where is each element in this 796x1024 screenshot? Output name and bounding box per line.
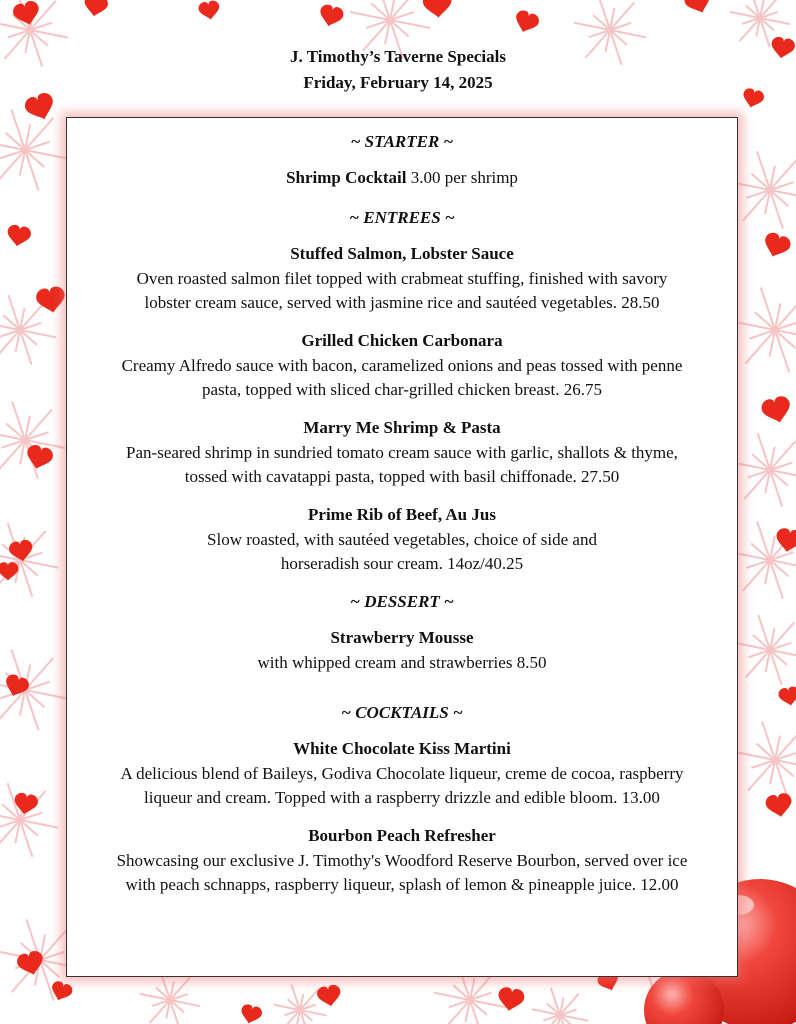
menu-item-bourbon-peach	[67, 824, 737, 897]
heart-icon	[496, 986, 526, 1013]
item-name: Stuffed Salmon, Lobster Sauce	[290, 244, 514, 263]
item-description: Showcasing our exclusive J. Timothy's Woodford Reserve Bourbon, served over ice with peach schnapps, raspberry liqueur, splash of lemon & pineapple juice. 12.00	[116, 851, 688, 894]
heart-icon	[778, 686, 796, 708]
heart-icon	[8, 539, 35, 563]
heart-icon	[239, 1003, 264, 1024]
heart-icon	[512, 8, 541, 35]
starburst-icon	[735, 616, 796, 684]
starburst-icon	[0, 110, 66, 190]
starburst-icon	[733, 434, 796, 506]
item-name: Marry Me Shrimp & Pasta	[303, 418, 501, 437]
item-description: A delicious blend of Baileys, Godiva Chocolate liqueur, creme de cocoa, raspberry liqueur and cream. Topped with a raspberry drizzle and edible bloom. 13.00	[120, 764, 684, 807]
heart-icon	[11, 0, 42, 28]
restaurant-title: J. Timothy’s Taverne Specials	[290, 47, 506, 66]
item-name: Bourbon Peach Refresher	[308, 826, 496, 845]
heart-icon	[5, 224, 32, 248]
item-description: with whipped cream and strawberries 8.50	[257, 653, 547, 672]
starburst-icon	[0, 402, 64, 478]
starburst-icon	[736, 722, 796, 798]
starburst-icon	[533, 989, 588, 1024]
heart-icon	[422, 0, 453, 19]
heart-icon	[760, 231, 792, 262]
starburst-icon	[0, 784, 57, 856]
menu-card	[66, 117, 738, 977]
section-title-entrees: ~ ENTREES ~	[349, 208, 455, 227]
starburst-icon	[0, 524, 57, 596]
heart-icon	[774, 527, 796, 554]
heart-icon	[35, 285, 68, 315]
heart-icon	[198, 0, 222, 21]
section-title-cocktails: ~ COCKTAILS ~	[341, 703, 463, 722]
item-name: Strawberry Mousse	[330, 628, 474, 647]
item-description: Slow roasted, with sautéed vegetables, choice of side and horseradish sour cream. 14oz/40.25	[207, 530, 597, 573]
item-name: Shrimp Cocktail	[286, 168, 407, 187]
menu-item-marry-me-shrimp	[67, 416, 737, 489]
section-title-starter: ~ STARTER ~	[350, 132, 454, 151]
item-name: Prime Rib of Beef, Au Jus	[308, 505, 496, 524]
menu-item-chicken-carbonara	[67, 329, 737, 402]
heart-icon	[764, 792, 794, 819]
heart-icon	[682, 0, 714, 17]
menu-item-white-chocolate-martini	[67, 737, 737, 810]
heart-icon	[760, 394, 794, 426]
menu-item-stuffed-salmon	[67, 242, 737, 315]
starburst-icon	[732, 288, 796, 371]
menu-item-strawberry-mousse	[67, 626, 737, 675]
starburst-icon	[731, 152, 796, 228]
item-name: Grilled Chicken Carbonara	[301, 331, 503, 350]
item-name: White Chocolate Kiss Martini	[293, 739, 511, 758]
heart-icon	[82, 0, 109, 18]
menu-item-shrimp-cocktail	[67, 166, 737, 190]
menu-item-prime-rib	[67, 503, 737, 576]
heart-icon	[48, 979, 74, 1003]
starburst-icon	[141, 972, 200, 1024]
item-description: Creamy Alfredo sauce with bacon, caramelized onions and peas tossed with penne pasta, topped with sliced char-grilled chicken breast. 26.75	[121, 356, 683, 399]
heart-icon	[317, 3, 345, 29]
section-title-dessert: ~ DESSERT ~	[350, 592, 454, 611]
heart-icon	[12, 792, 39, 816]
heart-icon	[316, 984, 343, 1008]
item-description: Pan-seared shrimp in sundried tomato cream sauce with garlic, shallots & thyme, tossed with cavatappi pasta, topped with basil chiffonade. 27.50	[126, 443, 678, 486]
item-price: 3.00 per shrimp	[406, 168, 518, 187]
menu-header	[0, 44, 796, 96]
item-description: Oven roasted salmon filet topped with crabmeat stuffing, finished with savory lobster cream sauce, served with jasmine rice and sautéed vegetables. 28.50	[136, 269, 668, 312]
menu-date: Friday, February 14, 2025	[303, 73, 493, 92]
